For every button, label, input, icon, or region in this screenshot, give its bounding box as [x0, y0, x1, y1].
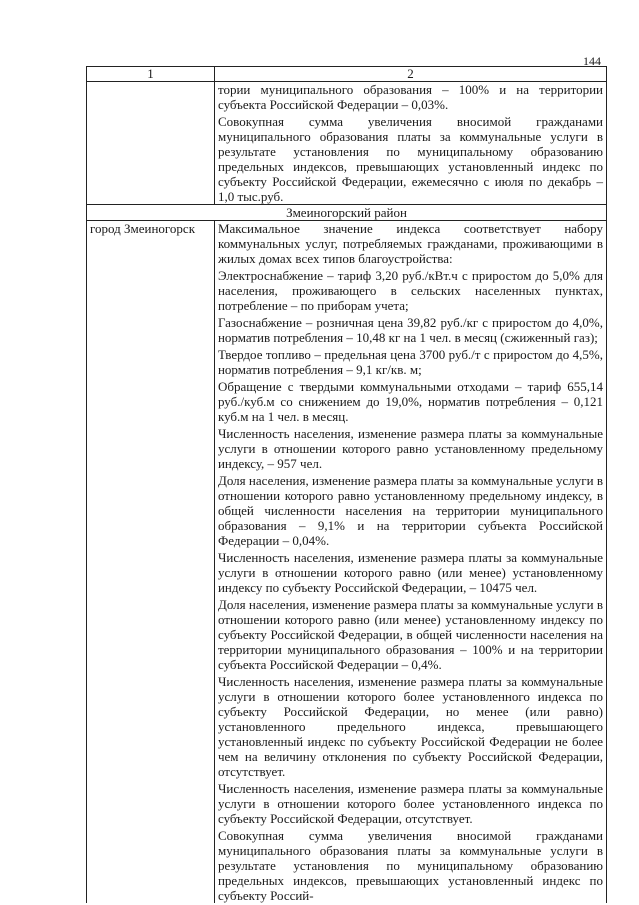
column-header-2: 2 [214, 67, 606, 82]
table-header-row [87, 67, 607, 82]
city-name: город Змеиногорск [87, 221, 215, 904]
continuation-text-cell [214, 82, 606, 205]
paragraph: Численность населения, изменение размера платы за коммунальные услуги в отношении которого равно установленному предельному индексу, – 957 чел. [217, 426, 603, 471]
paragraph: Доля населения, изменение размера платы за коммунальные услуги в отношении которого равно установленному предельному индексу, в общей численности населения на территории муниципального образования – 9,1% и на территории субъекта Российской Федерации – 0,04%. [217, 473, 603, 548]
paragraph: тории муниципального образования – 100% и на территории субъекта Российской Федерации – 0,03%. [217, 82, 603, 112]
page-number: 144 [583, 54, 601, 68]
paragraph: Совокупная сумма увеличения вносимой гражданами муниципального образования платы за коммунальные услуги в результате установления по муниципальному образованию предельных индексов, превышающих установленный индекс по субъекту Российской Федерации, ежемесячно с июля по декабрь – 1,0 тыс.руб. [217, 114, 603, 204]
paragraph: Совокупная сумма увеличения вносимой гражданами муниципального образования платы за коммунальные услуги в результате установления по муниципальному образованию предельных индексов, превышающих установленный индекс по субъекту Россий- [217, 828, 603, 903]
district-row [87, 205, 607, 221]
continuation-name-cell [87, 82, 215, 205]
city-row [87, 221, 607, 904]
document-table [86, 66, 607, 903]
paragraph: Газоснабжение – розничная цена 39,82 руб./кг с приростом до 4,0%, норматив потребления – 10,48 кг на 1 чел. в месяц (сжиженный газ); [217, 315, 603, 345]
continuation-row [87, 82, 607, 205]
paragraph: Доля населения, изменение размера платы за коммунальные услуги в отношении которого равно (или менее) установленному индексу по субъекту Российской Федерации, в общей численности населения на территории муниципального образования – 100% и на территории субъекта Российской Федерации – 0,4%. [217, 597, 603, 672]
paragraph: Обращение с твердыми коммунальными отходами – тариф 655,14 руб./куб.м со снижением до 19,0%, норматив потребления – 0,121 куб.м на 1 чел. в месяц. [217, 379, 603, 424]
column-header-1: 1 [87, 67, 215, 82]
paragraph: Численность населения, изменение размера платы за коммунальные услуги в отношении которого равно (или менее) установленному индексу по субъекту Российской Федерации, – 10475 чел. [217, 550, 603, 595]
paragraph: Численность населения, изменение размера платы за коммунальные услуги в отношении которого более установленного индекса по субъекту Российской Федерации, отсутствует. [217, 781, 603, 826]
paragraph: Численность населения, изменение размера платы за коммунальные услуги в отношении которого более установленного индекса по субъекту Российской Федерации, но менее (или равно) установленного предельного индекса, превышающего установленный индекс по субъекту Российской Федерации не более чем на величину отклонения по субъекту Российской Федерации, отсутствует. [217, 674, 603, 779]
paragraph: Электроснабжение – тариф 3,20 руб./кВт.ч с приростом до 5,0% для населения, проживающего в сельских населенных пунктах, потребление – по приборам учета; [217, 268, 603, 313]
paragraph: Максимальное значение индекса соответствует набору коммунальных услуг, потребляемых гражданами, проживающими в жилых домах всех типов благоустройства: [217, 221, 603, 266]
district-name: Змеиногорский район [87, 205, 607, 221]
city-text-cell [214, 221, 606, 904]
paragraph: Твердое топливо – предельная цена 3700 руб./т с приростом до 4,5%, норматив потребления – 9,1 кг/кв. м; [217, 347, 603, 377]
